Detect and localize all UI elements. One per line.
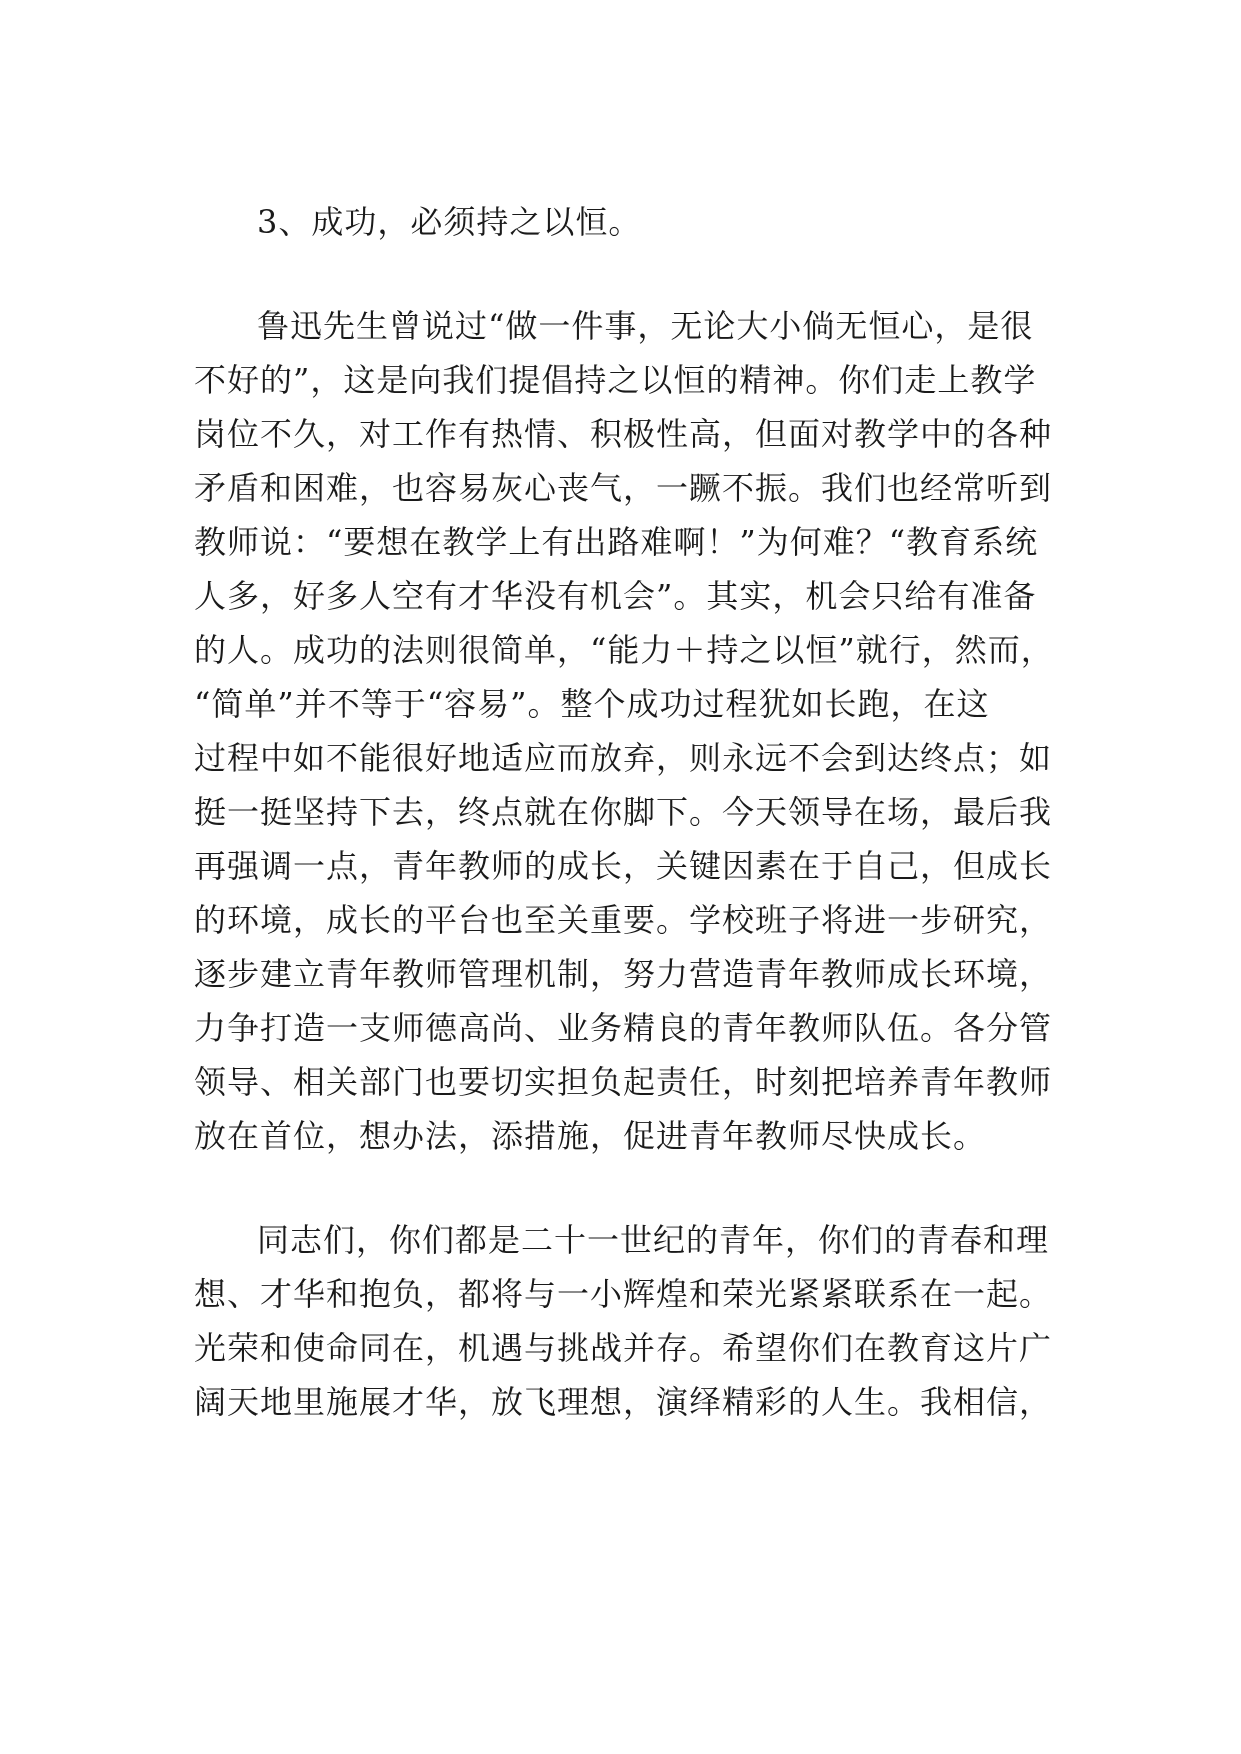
paragraph-line: 人多，好多人空有才华没有机会”。其实，机会只给有准备 xyxy=(194,577,1037,615)
paragraph-line: 想、才华和抱负，都将与一小辉煌和荣光紧紧联系在一起。 xyxy=(194,1275,1053,1313)
section-heading: 3、成功，必须持之以恒。 xyxy=(257,203,642,241)
paragraph-line: 鲁迅先生曾说过“做一件事，无论大小倘无恒心，是很 xyxy=(257,307,1034,345)
paragraph-line: 逐步建立青年教师管理机制，努力营造青年教师成长环境， xyxy=(194,955,1053,993)
paragraph-line: 不好的”，这是向我们提倡持之以恒的精神。你们走上教学 xyxy=(194,361,1037,399)
paragraph-line: 挺一挺坚持下去，终点就在你脚下。今天领导在场，最后我 xyxy=(194,793,1053,831)
paragraph-line: 力争打造一支师德高尚、业务精良的青年教师队伍。各分管 xyxy=(194,1009,1053,1047)
paragraph-line: 同志们，你们都是二十一世纪的青年，你们的青春和理 xyxy=(257,1221,1050,1259)
paragraph-line: 领导、相关部门也要切实担负起责任，时刻把培养青年教师 xyxy=(194,1063,1053,1101)
paragraph-line: 光荣和使命同在，机遇与挑战并存。希望你们在教育这片广 xyxy=(194,1329,1053,1367)
paragraph-line: 过程中如不能很好地适应而放弃，则永远不会到达终点；如 xyxy=(194,739,1053,777)
paragraph-line: 的人。成功的法则很简单，“能力＋持之以恒”就行，然而， xyxy=(194,631,1054,669)
paragraph-line: 阔天地里施展才华，放飞理想，演绎精彩的人生。我相信， xyxy=(194,1383,1053,1421)
paragraph-line: 教师说：“要想在教学上有出路难啊！”为何难？“教育系统 xyxy=(194,523,1039,561)
paragraph-line: 的环境，成长的平台也至关重要。学校班子将进一步研究， xyxy=(194,901,1053,939)
paragraph-line: 放在首位，想办法，添措施，促进青年教师尽快成长。 xyxy=(194,1117,987,1155)
paragraph-line: 再强调一点，青年教师的成长，关键因素在于自己，但成长 xyxy=(194,847,1053,885)
paragraph-line: 矛盾和困难，也容易灰心丧气，一蹶不振。我们也经常听到 xyxy=(194,469,1053,507)
paragraph-line: “简单”并不等于“容易”。整个成功过程犹如长跑，在这 xyxy=(194,685,990,723)
paragraph-line: 岗位不久，对工作有热情、积极性高，但面对教学中的各种 xyxy=(194,415,1053,453)
